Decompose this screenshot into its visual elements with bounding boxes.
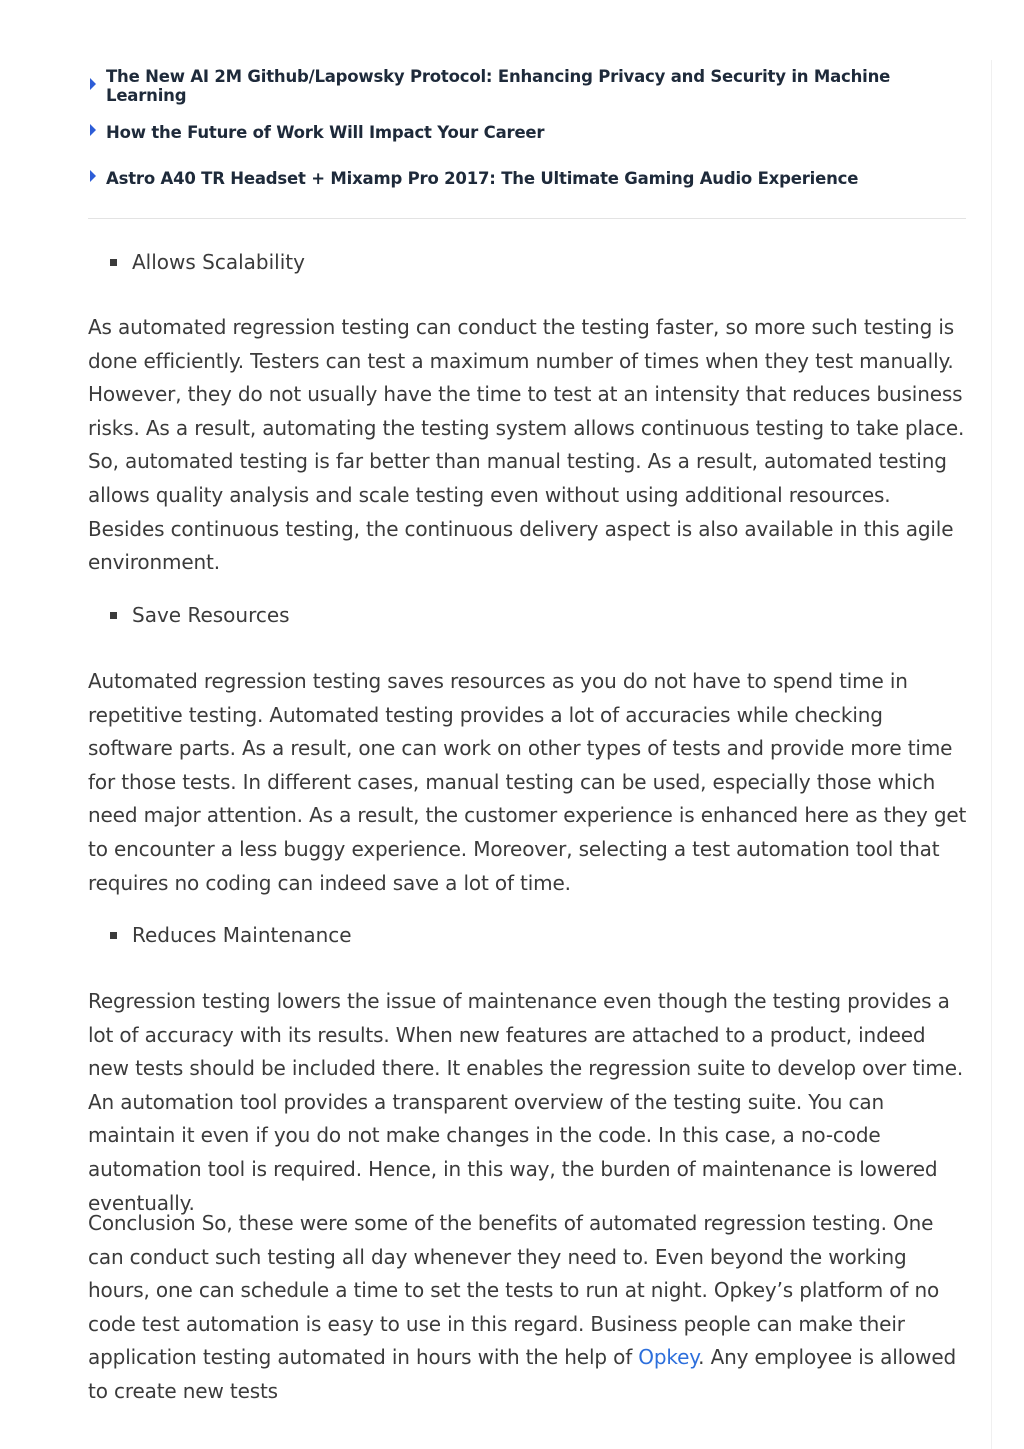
related-post-item[interactable]: [88, 118, 966, 164]
section-divider: [88, 218, 966, 219]
section-paragraph: Regression testing lowers the issue of maintenance even though the testing provides a lot of accuracy with its results. When new features are attached to a product, indeed new tests should be included there. It enables the regression suite to develop over time. An automation tool provides a transparent overview of the testing suite. You can maintain it even if you do not make changes in the code. In this case, a no-code automation tool is required. Hence, in this way, the burden of maintenance is lowered eventually.: [88, 989, 964, 1215]
caret-right-icon: [90, 124, 96, 136]
square-bullet-icon: [110, 259, 117, 266]
caret-right-icon: [90, 170, 96, 182]
section-paragraph: As automated regression testing can conduct the testing faster, so more such testing is done efficiently. Testers can test a maximum number of times when they test manually. However, they do not usually have the time to test at an intensity that reduces business risks. As a result, automating the testing system allows continuous testing to take place. So, automated testing is far better than manual testing. As a result, automated testing allows quality analysis and scale testing even without using additional resources. Besides continuous testing, the continuous delivery aspect is also available in this agile environment.: [88, 315, 965, 575]
section-heading-bullet: [110, 250, 305, 274]
section-heading: Allows Scalability: [132, 250, 305, 274]
section-heading-bullet: [110, 923, 352, 947]
related-posts-list: [88, 67, 966, 210]
conclusion-text-tail: . Any employee is allowed to create new tests: [88, 1345, 957, 1403]
content-right-border: [991, 60, 992, 1449]
related-post-link[interactable]: The New AI 2M Github/Lapowsky Protocol: Enhancing Privacy and Security in Machine Learning: [106, 67, 891, 105]
section-heading: Reduces Maintenance: [132, 923, 352, 947]
related-post-item[interactable]: [88, 164, 966, 210]
related-post-link[interactable]: Astro A40 TR Headset + Mixamp Pro 2017: The Ultimate Gaming Audio Experience: [106, 168, 859, 188]
opkey-link[interactable]: Opkey: [638, 1345, 699, 1370]
related-post-item[interactable]: [88, 67, 966, 118]
caret-right-icon: [90, 78, 96, 90]
related-post-link[interactable]: How the Future of Work Will Impact Your Career: [106, 122, 545, 142]
square-bullet-icon: [110, 932, 117, 939]
section-paragraph: Automated regression testing saves resources as you do not have to spend time in repetitive testing. Automated testing provides a lot of accuracies while checking software parts. As a result, one can work on other types of tests and provide more time for those tests. In different cases, manual testing can be used, especially those which need major attention. As a result, the customer experience is enhanced here as they get to encounter a less buggy experience. Moreover, selecting a test automation tool that requires no coding can indeed save a lot of time.: [88, 669, 967, 895]
conclusion-paragraph: [88, 1207, 968, 1409]
conclusion-text: Conclusion So, these were some of the benefits of automated regression testing. One can conduct such testing all day whenever they need to. Even beyond the working hours, one can schedule a time to set the tests to run at night. Opkey’s platform of no code test automation is easy to use in this regard. Business people can make their application testing automated in hours with the help of: [88, 1211, 940, 1370]
square-bullet-icon: [110, 612, 117, 619]
section-heading: Save Resources: [132, 603, 290, 627]
section-heading-bullet: [110, 603, 290, 627]
